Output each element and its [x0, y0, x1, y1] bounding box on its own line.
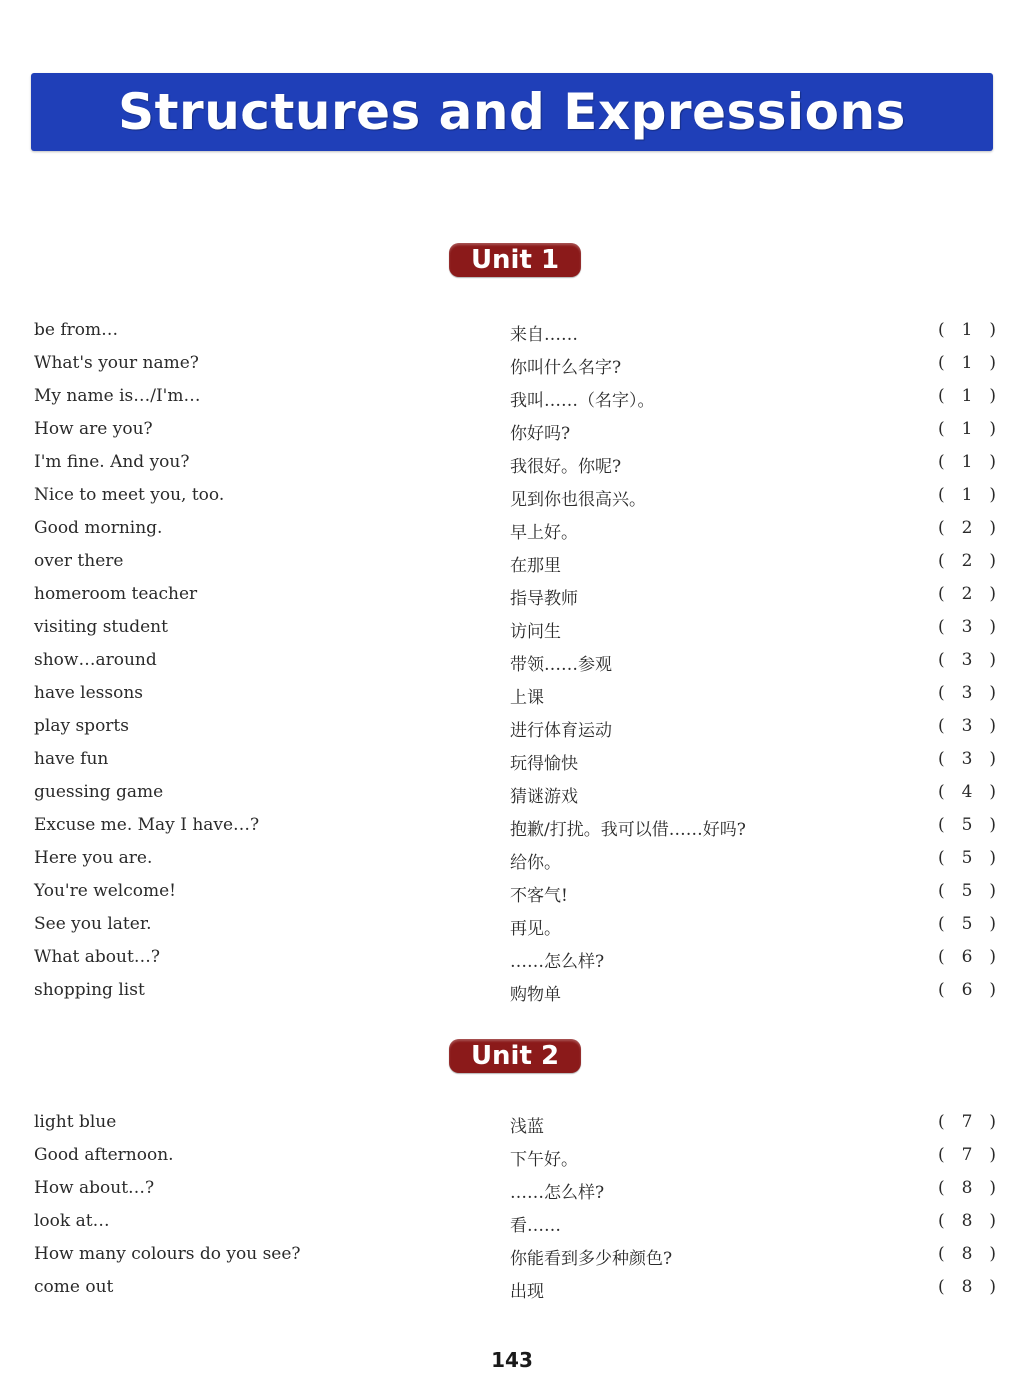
open-paren: (: [938, 716, 945, 736]
page-reference: [938, 782, 996, 802]
page-reference-number: 1: [961, 320, 973, 340]
page-reference: [938, 716, 996, 736]
close-paren: ): [989, 1277, 996, 1297]
page-reference-number: 8: [961, 1178, 973, 1198]
chinese-translation: 访问生: [510, 622, 561, 642]
english-expression: look at…: [34, 1211, 110, 1231]
english-expression: come out: [34, 1277, 114, 1297]
open-paren: (: [938, 584, 945, 604]
open-paren: (: [938, 980, 945, 1000]
page-reference: [938, 518, 996, 538]
entry-row: [0, 778, 1024, 811]
page-reference-number: 3: [961, 716, 973, 736]
page-reference-number: 3: [961, 683, 973, 703]
page-reference-number: 6: [961, 980, 973, 1000]
open-paren: (: [938, 815, 945, 835]
page-reference: [938, 1145, 996, 1165]
close-paren: ): [989, 551, 996, 571]
entry-row: [0, 316, 1024, 349]
open-paren: (: [938, 452, 945, 472]
entry-row: [0, 580, 1024, 613]
chinese-translation: 我很好。你呢?: [510, 457, 622, 477]
page-reference: [938, 551, 996, 571]
page-reference: [938, 1211, 996, 1231]
close-paren: ): [989, 1178, 996, 1198]
open-paren: (: [938, 650, 945, 670]
page-reference-number: 5: [961, 914, 973, 934]
chinese-translation: 我叫……（名字）。: [510, 391, 655, 411]
entry-row: [0, 976, 1024, 1009]
page-reference-number: 1: [961, 452, 973, 472]
chinese-translation: 出现: [510, 1282, 544, 1302]
page-reference: [938, 584, 996, 604]
page-title: Structures and Expressions: [118, 83, 906, 141]
page-reference: [938, 485, 996, 505]
unit-2-label: Unit 2: [470, 1041, 560, 1071]
unit-2-badge: [449, 1039, 581, 1073]
english-expression: over there: [34, 551, 124, 571]
entry-row: [0, 349, 1024, 382]
close-paren: ): [989, 1145, 996, 1165]
chinese-translation: 再见。: [510, 919, 561, 939]
english-expression: See you later.: [34, 914, 152, 934]
english-expression: play sports: [34, 716, 129, 736]
unit-1-entries: [0, 316, 1024, 1009]
chinese-translation: ……怎么样?: [510, 1183, 605, 1203]
entry-row: [0, 415, 1024, 448]
open-paren: (: [938, 353, 945, 373]
entry-row: [0, 613, 1024, 646]
chinese-translation: 早上好。: [510, 523, 578, 543]
english-expression: show…around: [34, 650, 157, 670]
page-number: 143: [491, 1348, 533, 1372]
page-reference-number: 3: [961, 617, 973, 637]
english-expression: Good morning.: [34, 518, 163, 538]
chinese-translation: 你好吗?: [510, 424, 571, 444]
close-paren: ): [989, 782, 996, 802]
entry-row: [0, 448, 1024, 481]
chinese-translation: 上课: [510, 688, 544, 708]
chinese-translation: ……怎么样?: [510, 952, 605, 972]
chinese-translation: 不客气!: [510, 886, 568, 906]
chinese-translation: 进行体育运动: [510, 721, 612, 741]
entry-row: [0, 547, 1024, 580]
entry-row: [0, 1141, 1024, 1174]
page-reference: [938, 386, 996, 406]
page-reference: [938, 914, 996, 934]
page-reference: [938, 452, 996, 472]
open-paren: (: [938, 1211, 945, 1231]
open-paren: (: [938, 518, 945, 538]
close-paren: ): [989, 848, 996, 868]
chinese-translation: 给你。: [510, 853, 561, 873]
open-paren: (: [938, 914, 945, 934]
open-paren: (: [938, 1178, 945, 1198]
close-paren: ): [989, 320, 996, 340]
page-reference-number: 8: [961, 1211, 973, 1231]
english-expression: Nice to meet you, too.: [34, 485, 225, 505]
unit-2-entries: [0, 1108, 1024, 1306]
unit-1-badge: [449, 243, 581, 277]
close-paren: ): [989, 947, 996, 967]
entry-row: [0, 844, 1024, 877]
page-reference: [938, 419, 996, 439]
chinese-translation: 带领……参观: [510, 655, 612, 675]
page-reference: [938, 683, 996, 703]
chinese-translation: 来自……: [510, 325, 578, 345]
page-reference-number: 7: [961, 1112, 973, 1132]
chinese-translation: 你叫什么名字?: [510, 358, 622, 378]
open-paren: (: [938, 419, 945, 439]
close-paren: ): [989, 914, 996, 934]
chinese-translation: 指导教师: [510, 589, 578, 609]
english-expression: be from…: [34, 320, 119, 340]
close-paren: ): [989, 452, 996, 472]
close-paren: ): [989, 650, 996, 670]
entry-row: [0, 1174, 1024, 1207]
page-reference-number: 6: [961, 947, 973, 967]
page-reference: [938, 320, 996, 340]
entry-row: [0, 712, 1024, 745]
english-expression: Here you are.: [34, 848, 153, 868]
page-reference-number: 2: [961, 584, 973, 604]
english-expression: have lessons: [34, 683, 144, 703]
entry-row: [0, 382, 1024, 415]
page-reference: [938, 980, 996, 1000]
open-paren: (: [938, 848, 945, 868]
page-reference-number: 2: [961, 518, 973, 538]
page-reference-number: 1: [961, 485, 973, 505]
page-reference-number: 8: [961, 1244, 973, 1264]
english-expression: My name is…/I'm…: [34, 386, 201, 406]
page-reference-number: 3: [961, 749, 973, 769]
open-paren: (: [938, 947, 945, 967]
entry-row: [0, 1240, 1024, 1273]
entry-row: [0, 811, 1024, 844]
close-paren: ): [989, 1244, 996, 1264]
open-paren: (: [938, 683, 945, 703]
entry-row: [0, 481, 1024, 514]
close-paren: ): [989, 584, 996, 604]
page-reference-number: 8: [961, 1277, 973, 1297]
page-reference-number: 4: [961, 782, 973, 802]
page-reference: [938, 353, 996, 373]
open-paren: (: [938, 782, 945, 802]
close-paren: ): [989, 1211, 996, 1231]
english-expression: You're welcome!: [34, 881, 177, 901]
page-reference: [938, 848, 996, 868]
english-expression: What's your name?: [34, 353, 199, 373]
english-expression: guessing game: [34, 782, 164, 802]
open-paren: (: [938, 617, 945, 637]
english-expression: have fun: [34, 749, 109, 769]
page-reference: [938, 815, 996, 835]
page-reference-number: 1: [961, 386, 973, 406]
entry-row: [0, 745, 1024, 778]
entry-row: [0, 679, 1024, 712]
english-expression: light blue: [34, 1112, 117, 1132]
open-paren: (: [938, 320, 945, 340]
page-reference: [938, 617, 996, 637]
english-expression: How many colours do you see?: [34, 1244, 301, 1264]
page-reference-number: 5: [961, 881, 973, 901]
close-paren: ): [989, 353, 996, 373]
chinese-translation: 在那里: [510, 556, 561, 576]
entry-row: [0, 646, 1024, 679]
title-banner: [31, 73, 993, 151]
chinese-translation: 猜谜游戏: [510, 787, 578, 807]
open-paren: (: [938, 1112, 945, 1132]
page-reference: [938, 1112, 996, 1132]
chinese-translation: 浅蓝: [510, 1117, 544, 1137]
close-paren: ): [989, 386, 996, 406]
page-reference-number: 7: [961, 1145, 973, 1165]
open-paren: (: [938, 1277, 945, 1297]
entry-row: [0, 910, 1024, 943]
entry-row: [0, 943, 1024, 976]
close-paren: ): [989, 617, 996, 637]
close-paren: ): [989, 485, 996, 505]
chinese-translation: 抱歉/打扰。我可以借……好吗?: [510, 820, 746, 840]
chinese-translation: 下午好。: [510, 1150, 578, 1170]
chinese-translation: 你能看到多少种颜色?: [510, 1249, 673, 1269]
close-paren: ): [989, 716, 996, 736]
entry-row: [0, 514, 1024, 547]
open-paren: (: [938, 485, 945, 505]
open-paren: (: [938, 881, 945, 901]
chinese-translation: 购物单: [510, 985, 561, 1005]
page-reference: [938, 947, 996, 967]
unit-1-label: Unit 1: [470, 245, 560, 275]
close-paren: ): [989, 749, 996, 769]
close-paren: ): [989, 683, 996, 703]
open-paren: (: [938, 749, 945, 769]
entry-row: [0, 1207, 1024, 1240]
page-reference-number: 3: [961, 650, 973, 670]
chinese-translation: 见到你也很高兴。: [510, 490, 646, 510]
page-reference: [938, 1244, 996, 1264]
page-reference-number: 5: [961, 848, 973, 868]
open-paren: (: [938, 1145, 945, 1165]
chinese-translation: 玩得愉快: [510, 754, 578, 774]
open-paren: (: [938, 551, 945, 571]
english-expression: How are you?: [34, 419, 153, 439]
chinese-translation: 看……: [510, 1216, 561, 1236]
close-paren: ): [989, 419, 996, 439]
english-expression: homeroom teacher: [34, 584, 198, 604]
page-reference: [938, 1277, 996, 1297]
english-expression: Good afternoon.: [34, 1145, 174, 1165]
entry-row: [0, 1108, 1024, 1141]
english-expression: visiting student: [34, 617, 168, 637]
close-paren: ): [989, 815, 996, 835]
english-expression: shopping list: [34, 980, 145, 1000]
english-expression: I'm fine. And you?: [34, 452, 190, 472]
close-paren: ): [989, 881, 996, 901]
page-reference: [938, 749, 996, 769]
page-reference: [938, 881, 996, 901]
page-reference-number: 1: [961, 419, 973, 439]
close-paren: ): [989, 980, 996, 1000]
open-paren: (: [938, 386, 945, 406]
english-expression: Excuse me. May I have…?: [34, 815, 260, 835]
page-reference-number: 2: [961, 551, 973, 571]
close-paren: ): [989, 1112, 996, 1132]
english-expression: How about…?: [34, 1178, 155, 1198]
page-reference: [938, 1178, 996, 1198]
open-paren: (: [938, 1244, 945, 1264]
close-paren: ): [989, 518, 996, 538]
page-reference-number: 5: [961, 815, 973, 835]
page-reference: [938, 650, 996, 670]
entry-row: [0, 1273, 1024, 1306]
entry-row: [0, 877, 1024, 910]
english-expression: What about…?: [34, 947, 160, 967]
page-reference-number: 1: [961, 353, 973, 373]
